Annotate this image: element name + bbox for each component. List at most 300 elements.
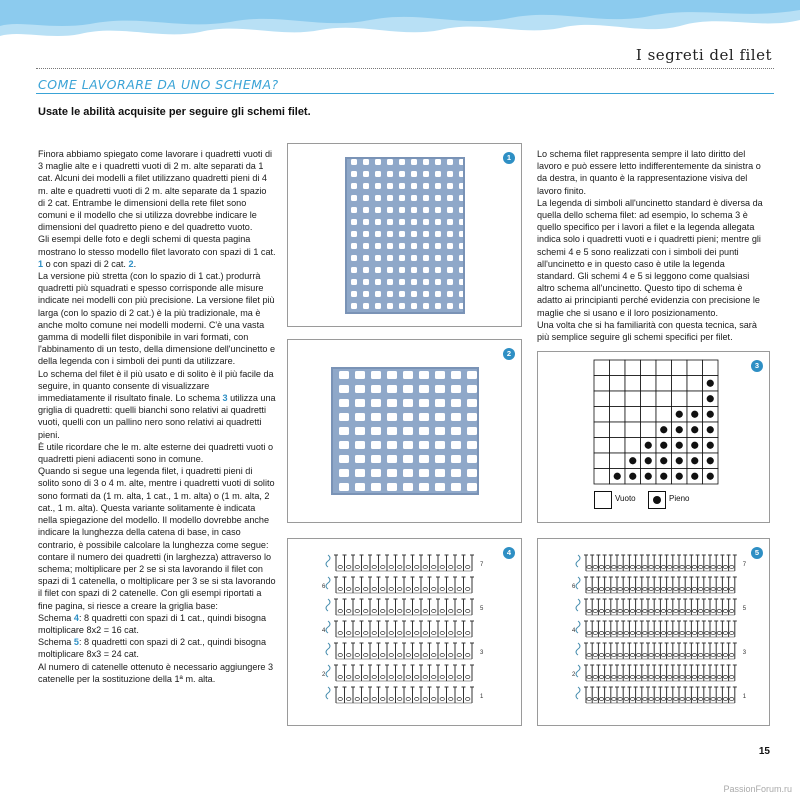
filled-dot-icon: [676, 457, 683, 464]
crochet-symbol-chart: [538, 539, 769, 725]
chain-stitch-symbol: [415, 587, 419, 590]
chain-stitch-symbol: [372, 565, 376, 568]
chain-stitch-symbol: [680, 587, 684, 590]
chain-stitch-symbol: [705, 609, 709, 612]
chain-stitch-symbol: [618, 697, 622, 700]
chain-stitch-symbol: [624, 653, 628, 656]
chain-stitch-symbol: [423, 631, 427, 634]
grid-cell: [594, 376, 610, 392]
chain-stitch-symbol: [432, 653, 436, 656]
chain-stitch-symbol: [668, 565, 672, 568]
chain-stitch-symbol: [338, 587, 342, 590]
chain-stitch-symbol: [406, 675, 410, 678]
filled-dot-icon: [629, 457, 636, 464]
chain-stitch-symbol: [381, 697, 385, 700]
grid-cell: [610, 391, 626, 407]
chain-stitch-symbol: [606, 565, 610, 568]
chain-stitch-symbol: [661, 697, 665, 700]
chain-stitch-symbol: [599, 653, 603, 656]
figure-badge: 3: [751, 360, 763, 372]
chain-stitch-symbol: [680, 675, 684, 678]
chain-stitch-symbol: [686, 609, 690, 612]
chain-stitch-symbol: [674, 653, 678, 656]
chain-stitch-symbol: [457, 653, 461, 656]
chain-stitch-symbol: [364, 653, 368, 656]
chain-stitch-symbol: [338, 653, 342, 656]
chain-stitch-symbol: [599, 609, 603, 612]
chain-stitch-symbol: [449, 609, 453, 612]
chain-stitch-symbol: [372, 609, 376, 612]
text-run: : 8 quadretti con spazi di 2 cat., quindi bisogna moltiplicare 8x3 = 24 cat.: [38, 637, 267, 660]
chain-stitch-symbol: [692, 565, 696, 568]
chain-stitch-symbol: [587, 565, 591, 568]
chain-stitch-symbol: [389, 587, 393, 590]
filled-dot-icon: [691, 457, 698, 464]
chain-stitch-symbol: [711, 697, 715, 700]
chain-stitch-symbol: [649, 653, 653, 656]
figure-5-symbol-chart: [537, 538, 770, 726]
turning-chain-symbol: [326, 599, 330, 611]
grid-cell: [594, 360, 610, 376]
chain-stitch-symbol: [643, 565, 647, 568]
chain-stitch-symbol: [599, 697, 603, 700]
filled-dot-icon: [645, 457, 652, 464]
chain-stitch-symbol: [699, 609, 703, 612]
chain-stitch-symbol: [432, 697, 436, 700]
chain-stitch-symbol: [457, 697, 461, 700]
chain-stitch-symbol: [637, 653, 641, 656]
chain-stitch-symbol: [674, 631, 678, 634]
filled-dot-icon: [660, 473, 667, 480]
chain-stitch-symbol: [699, 653, 703, 656]
chain-stitch-symbol: [347, 565, 351, 568]
chain-stitch-symbol: [699, 587, 703, 590]
chain-stitch-symbol: [389, 565, 393, 568]
chain-stitch-symbol: [699, 565, 703, 568]
chain-stitch-symbol: [711, 565, 715, 568]
paragraph: La legenda di simboli all'uncinetto standard è diversa da quella dello schema filet: ad esempio, lo schema 3 è quello specifico per i lavori a filet e la legenda allegata indica solo i quadretti vuoti e i quadretti pieni; mentre gli schemi 4 e 5 sono realizzati con i simboli dei punti all'uncinetto e in questo caso è utile la legenda standard. Gli schemi 4 e 5 si leggono come qualsiasi altro schema all'uncinetto. Questo tipo di schema è adatto ai principianti perché evidenzia con precisione le maglie che si usano e il loro posizionamento.: [537, 197, 763, 318]
chain-stitch-symbol: [630, 631, 634, 634]
chain-stitch-symbol: [699, 697, 703, 700]
text-run: utilizza una griglia di quadretti: quelli bianchi sono relativi ai quadretti vuoti, quelli con un pallino nero sono relativi ai quadretti pieni.: [38, 393, 276, 440]
turning-chain-symbol: [576, 555, 580, 567]
chain-stitch-symbol: [423, 653, 427, 656]
chain-stitch-symbol: [432, 609, 436, 612]
row-number-label: 4: [572, 628, 576, 634]
chain-stitch-symbol: [705, 587, 709, 590]
chain-stitch-symbol: [432, 565, 436, 568]
chain-stitch-symbol: [655, 565, 659, 568]
chain-stitch-symbol: [730, 609, 734, 612]
chain-stitch-symbol: [364, 609, 368, 612]
chain-stitch-symbol: [432, 675, 436, 678]
chain-stitch-symbol: [372, 587, 376, 590]
chain-stitch-symbol: [612, 675, 616, 678]
grid-cell: [656, 391, 672, 407]
chain-stitch-symbol: [347, 587, 351, 590]
chain-stitch-symbol: [364, 565, 368, 568]
chain-stitch-symbol: [680, 653, 684, 656]
turning-chain-symbol: [576, 621, 580, 633]
chain-stitch-symbol: [347, 653, 351, 656]
filled-dot-icon: [660, 426, 667, 433]
chain-stitch-symbol: [381, 565, 385, 568]
chain-stitch-symbol: [593, 675, 597, 678]
chain-stitch-symbol: [661, 565, 665, 568]
chain-stitch-symbol: [686, 631, 690, 634]
grid-cell: [625, 391, 641, 407]
chain-stitch-symbol: [347, 697, 351, 700]
chain-stitch-symbol: [372, 631, 376, 634]
chain-stitch-symbol: [440, 697, 444, 700]
chain-stitch-symbol: [599, 675, 603, 678]
chain-stitch-symbol: [599, 587, 603, 590]
filled-dot-icon: [691, 411, 698, 418]
chain-stitch-symbol: [449, 697, 453, 700]
chain-stitch-symbol: [440, 653, 444, 656]
paragraph: [38, 636, 276, 660]
row-number-label: 6: [322, 584, 326, 590]
figure-badge: 5: [751, 547, 763, 559]
chain-stitch-symbol: [415, 609, 419, 612]
chain-stitch-symbol: [587, 653, 591, 656]
chain-stitch-symbol: [711, 631, 715, 634]
chain-stitch-symbol: [338, 609, 342, 612]
grid-cell: [672, 360, 688, 376]
chain-stitch-symbol: [674, 675, 678, 678]
figure-badge: 2: [503, 348, 515, 360]
chain-stitch-symbol: [415, 697, 419, 700]
grid-cell: [703, 360, 719, 376]
paragraph: Al numero di catenelle ottenuto è necessario aggiungere 3 catenelle per la sostituzione della 1ª m. alta.: [38, 661, 274, 684]
chain-stitch-symbol: [668, 631, 672, 634]
chain-stitch-symbol: [668, 653, 672, 656]
filled-dot-icon: [691, 426, 698, 433]
chain-stitch-symbol: [593, 565, 597, 568]
turning-chain-symbol: [576, 665, 580, 677]
chain-stitch-symbol: [612, 653, 616, 656]
turning-chain-symbol: [576, 687, 580, 699]
chain-stitch-symbol: [630, 587, 634, 590]
chain-stitch-symbol: [680, 609, 684, 612]
chain-stitch-symbol: [338, 565, 342, 568]
chain-stitch-symbol: [338, 697, 342, 700]
text-run: o con spazi di 2 cat.: [43, 258, 129, 269]
chain-stitch-symbol: [381, 675, 385, 678]
filled-dot-icon: [707, 442, 714, 449]
turning-chain-symbol: [326, 621, 330, 633]
lead-paragraph: Usate le abilità acquisite per seguire gli schemi filet.: [38, 106, 311, 118]
row-number-label: 7: [742, 562, 747, 568]
grid-cell: [625, 376, 641, 392]
chain-stitch-symbol: [355, 609, 359, 612]
grid-cell: [610, 422, 626, 438]
chain-stitch-symbol: [606, 675, 610, 678]
chain-stitch-symbol: [449, 675, 453, 678]
grid-cell: [610, 360, 626, 376]
chain-stitch-symbol: [643, 675, 647, 678]
chain-stitch-symbol: [415, 675, 419, 678]
chain-stitch-symbol: [723, 675, 727, 678]
chain-stitch-symbol: [730, 697, 734, 700]
row-number-label: 3: [480, 650, 484, 656]
chain-stitch-symbol: [457, 631, 461, 634]
chain-stitch-symbol: [457, 565, 461, 568]
chain-stitch-symbol: [637, 697, 641, 700]
filled-dot-icon: [691, 473, 698, 480]
chain-stitch-symbol: [612, 609, 616, 612]
chain-stitch-symbol: [661, 653, 665, 656]
chain-stitch-symbol: [406, 565, 410, 568]
figure-ref: 1: [38, 258, 44, 269]
chain-stitch-symbol: [618, 631, 622, 634]
chain-stitch-symbol: [630, 565, 634, 568]
turning-chain-symbol: [576, 577, 580, 589]
grid-cell: [594, 453, 610, 469]
paragraph: Quando si segue una legenda filet, i quadretti pieni di solito sono di 3 o 4 m. alte, mentre i quadretti vuoti di solito sono formati da (1 m. alta, 1 cat., 1 m. alta) o (1 m. alta, 2 cat., 1 m. alta). Questa variante solitamente è indicata nella spiegazione del modello. Il modello dovrebbe anche indicare la lunghezza della catena di base, in caso contrario, è possibile calcolare la lunghezza come segue: contare il numero dei quadretti (in larghezza) attraverso lo schema; moltiplicare per 2 se si sta lavorando il filet con spazi di 1 catenella, o moltiplicare per 3 se si sta lavorando il filet con spazi di 2 catenelle. Con gli esempi riportati a fine pagina, si riesce a creare la griglia base:: [38, 466, 276, 611]
chain-stitch-symbol: [686, 675, 690, 678]
chain-stitch-symbol: [674, 587, 678, 590]
filled-dot-icon: [676, 442, 683, 449]
chain-stitch-symbol: [730, 653, 734, 656]
chain-stitch-symbol: [381, 653, 385, 656]
chain-stitch-symbol: [686, 697, 690, 700]
figure-ref: 5: [73, 637, 79, 648]
chain-stitch-symbol: [649, 697, 653, 700]
text-run: : 8 quadretti con spazi di 1 cat., quindi bisogna moltiplicare 8x2 = 16 cat.: [38, 612, 267, 635]
chain-stitch-symbol: [593, 697, 597, 700]
chain-stitch-symbol: [686, 565, 690, 568]
chain-stitch-symbol: [711, 587, 715, 590]
filled-dot-icon: [707, 457, 714, 464]
crochet-symbol-chart: [288, 539, 521, 725]
chain-stitch-symbol: [649, 675, 653, 678]
filled-dot-icon: [707, 473, 714, 480]
chain-stitch-symbol: [606, 631, 610, 634]
chain-stitch-symbol: [618, 587, 622, 590]
legend-empty-label: Vuoto: [615, 494, 636, 503]
chain-stitch-symbol: [355, 631, 359, 634]
grid-cell: [641, 391, 657, 407]
paragraph: [38, 233, 276, 270]
figure-2-swatch-photo: [287, 339, 522, 523]
figure-ref: 2: [128, 258, 134, 269]
filled-dot-icon: [676, 426, 683, 433]
chain-stitch-symbol: [423, 609, 427, 612]
chain-stitch-symbol: [466, 631, 470, 634]
row-number-label: 4: [322, 628, 326, 634]
title-underline: [36, 93, 774, 94]
chain-stitch-symbol: [398, 565, 402, 568]
chain-stitch-symbol: [649, 631, 653, 634]
watermark: PassionForum.ru: [723, 784, 792, 794]
chain-stitch-symbol: [655, 631, 659, 634]
chain-stitch-symbol: [643, 697, 647, 700]
chain-stitch-symbol: [655, 697, 659, 700]
chain-stitch-symbol: [587, 675, 591, 678]
grid-cell: [672, 376, 688, 392]
chain-stitch-symbol: [637, 631, 641, 634]
grid-cell: [594, 407, 610, 423]
chain-stitch-symbol: [705, 697, 709, 700]
chain-stitch-symbol: [637, 587, 641, 590]
chain-stitch-symbol: [723, 609, 727, 612]
top-decorative-band: [0, 0, 800, 48]
chain-stitch-symbol: [355, 697, 359, 700]
page-number: 15: [758, 746, 770, 757]
chain-stitch-symbol: [686, 587, 690, 590]
chain-stitch-symbol: [372, 653, 376, 656]
chain-stitch-symbol: [705, 653, 709, 656]
chain-stitch-symbol: [674, 697, 678, 700]
figure-badge: 1: [503, 152, 515, 164]
chain-stitch-symbol: [680, 631, 684, 634]
chain-stitch-symbol: [612, 697, 616, 700]
chain-stitch-symbol: [593, 653, 597, 656]
chain-stitch-symbol: [398, 587, 402, 590]
row-number-label: 5: [742, 606, 747, 612]
chain-stitch-symbol: [432, 631, 436, 634]
turning-chain-symbol: [326, 577, 330, 589]
chain-stitch-symbol: [423, 697, 427, 700]
chain-stitch-symbol: [415, 565, 419, 568]
chain-stitch-symbol: [440, 565, 444, 568]
chain-stitch-symbol: [432, 587, 436, 590]
grid-cell: [687, 391, 703, 407]
chain-stitch-symbol: [730, 565, 734, 568]
filled-dot-icon: [614, 473, 621, 480]
chain-stitch-symbol: [449, 653, 453, 656]
chain-stitch-symbol: [372, 697, 376, 700]
chain-stitch-symbol: [457, 675, 461, 678]
turning-chain-symbol: [326, 687, 330, 699]
chain-stitch-symbol: [389, 631, 393, 634]
text-run: .: [133, 258, 137, 269]
paragraph: È utile ricordare che le m. alte esterne dei quadretti vuoti o quadretti pieni adiacenti sono in comune.: [38, 441, 274, 465]
filled-dot-icon: [629, 473, 636, 480]
chain-stitch-symbol: [612, 631, 616, 634]
chain-stitch-symbol: [624, 609, 628, 612]
section-title: COME LAVORARE DA UNO SCHEMA?: [38, 77, 279, 92]
header-divider: [36, 68, 774, 69]
chain-stitch-symbol: [398, 675, 402, 678]
chain-stitch-symbol: [406, 609, 410, 612]
turning-chain-symbol: [576, 599, 580, 611]
chain-stitch-symbol: [717, 587, 721, 590]
chain-stitch-symbol: [338, 631, 342, 634]
grid-cell: [672, 391, 688, 407]
text-run: Schema: [38, 637, 74, 648]
chain-stitch-symbol: [655, 675, 659, 678]
figure-ref: 4: [73, 612, 79, 623]
chain-stitch-symbol: [661, 675, 665, 678]
grid-cell: [594, 469, 610, 485]
turning-chain-symbol: [326, 643, 330, 655]
chain-stitch-symbol: [415, 653, 419, 656]
filled-dot-icon: [707, 380, 714, 387]
chain-stitch-symbol: [606, 587, 610, 590]
filled-dot-icon: [707, 426, 714, 433]
row-number-label: 5: [480, 606, 484, 612]
chain-stitch-symbol: [347, 609, 351, 612]
chain-stitch-symbol: [730, 675, 734, 678]
chain-stitch-symbol: [355, 653, 359, 656]
chain-stitch-symbol: [457, 609, 461, 612]
chain-stitch-symbol: [723, 565, 727, 568]
chain-stitch-symbol: [466, 565, 470, 568]
chain-stitch-symbol: [717, 675, 721, 678]
legend-empty-swatch: [594, 491, 612, 509]
chain-stitch-symbol: [599, 565, 603, 568]
chain-stitch-symbol: [723, 653, 727, 656]
chain-stitch-symbol: [705, 631, 709, 634]
grid-cell: [610, 453, 626, 469]
figure-4-symbol-chart: [287, 538, 522, 726]
text-run: Schema: [38, 612, 74, 623]
chain-stitch-symbol: [364, 587, 368, 590]
chain-stitch-symbol: [389, 697, 393, 700]
filled-dot-icon: [660, 457, 667, 464]
chain-stitch-symbol: [680, 697, 684, 700]
chain-stitch-symbol: [643, 609, 647, 612]
chain-stitch-symbol: [587, 587, 591, 590]
chain-stitch-symbol: [692, 697, 696, 700]
chain-stitch-symbol: [406, 697, 410, 700]
chain-stitch-symbol: [630, 653, 634, 656]
grid-cell: [594, 422, 610, 438]
chain-stitch-symbol: [423, 587, 427, 590]
grid-cell: [687, 376, 703, 392]
grid-cell: [656, 376, 672, 392]
chain-stitch-symbol: [618, 565, 622, 568]
chain-stitch-symbol: [440, 675, 444, 678]
chain-stitch-symbol: [398, 653, 402, 656]
chain-stitch-symbol: [612, 587, 616, 590]
paragraph: La versione più stretta (con lo spazio di 1 cat.) produrrà quadretti più squadrati e spesso corrisponde alle misure indicate nei modelli con più precisione. La versione filet più larga (con lo spazio di 2 cat.) è la più tradizionale, ma è anche molto comune nei modelli moderni. C'è una vasta gamma di modelli filet disponibile in vari formati, con l'abbinamento di un testo, della dimensione dell'uncinetto e della legenda con i simboli dei punti da utilizzare.: [38, 271, 276, 367]
crochet-swatch-image: [288, 144, 521, 326]
grid-cell: [687, 360, 703, 376]
grid-cell: [610, 376, 626, 392]
chain-stitch-symbol: [661, 609, 665, 612]
grid-cell: [594, 391, 610, 407]
chain-stitch-symbol: [717, 609, 721, 612]
grid-cell: [641, 360, 657, 376]
grid-cell: [625, 360, 641, 376]
row-number-label: 6: [572, 584, 576, 590]
filled-dot-icon: [707, 395, 714, 402]
grid-cell: [610, 438, 626, 454]
chain-stitch-symbol: [347, 675, 351, 678]
chain-stitch-symbol: [606, 697, 610, 700]
chain-stitch-symbol: [423, 675, 427, 678]
chain-stitch-symbol: [630, 697, 634, 700]
chain-stitch-symbol: [389, 609, 393, 612]
chain-stitch-symbol: [668, 609, 672, 612]
chain-stitch-symbol: [643, 587, 647, 590]
chain-stitch-symbol: [699, 631, 703, 634]
grid-cell: [625, 407, 641, 423]
chain-stitch-symbol: [717, 697, 721, 700]
chain-stitch-symbol: [624, 631, 628, 634]
chain-stitch-symbol: [692, 587, 696, 590]
chain-stitch-symbol: [692, 675, 696, 678]
chain-stitch-symbol: [466, 653, 470, 656]
chain-stitch-symbol: [593, 631, 597, 634]
chain-stitch-symbol: [415, 631, 419, 634]
chain-stitch-symbol: [440, 631, 444, 634]
grid-cell: [625, 438, 641, 454]
chain-stitch-symbol: [624, 565, 628, 568]
